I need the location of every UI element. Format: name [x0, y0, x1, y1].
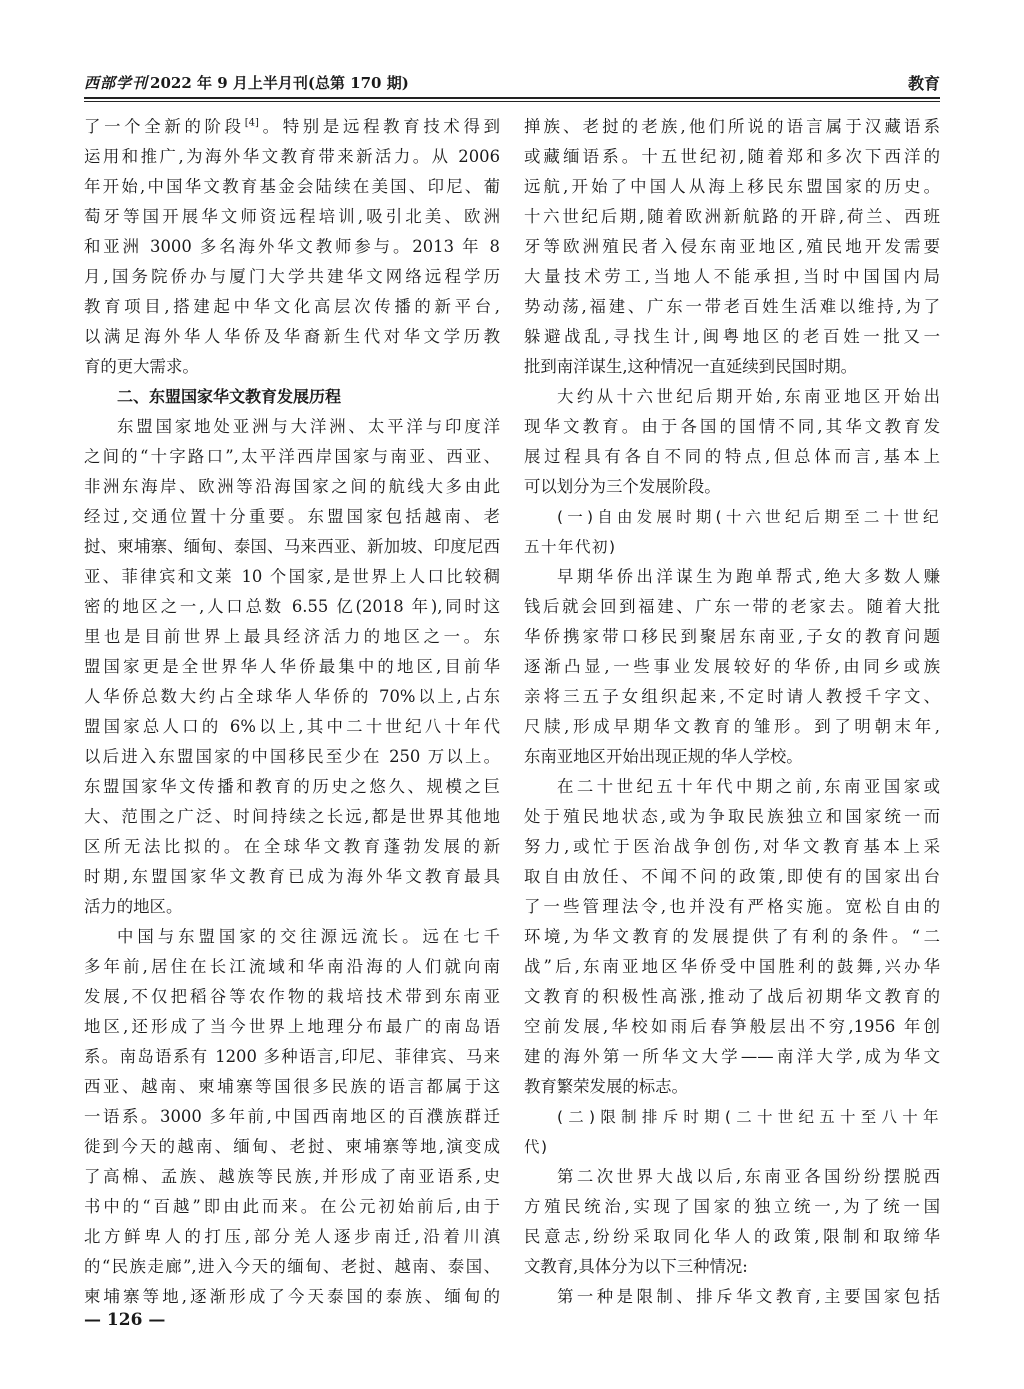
paragraph-line: 教育项目,搭建起中华文化高层次传播的新平台,	[84, 297, 500, 316]
paragraph-line: 牙等欧洲殖民者入侵东南亚地区,殖民地开发需要	[524, 237, 940, 256]
paragraph-line: 运用和推广,为海外华文教育带来新活力。从 2006	[84, 147, 500, 166]
paragraph-line: 以满足海外华人华侨及华裔新生代对华文学历教	[84, 327, 500, 346]
left-column	[84, 112, 500, 1312]
paragraph-line: 地区,还形成了当今世界上地理分布最广的南岛语	[84, 1017, 500, 1036]
paragraph-line: 方殖民统治,实现了国家的独立统一,为了统一国	[524, 1197, 940, 1216]
paragraph-line: 区所无法比拟的。在全球华文教育蓬勃发展的新	[84, 837, 500, 856]
paragraph-line: 了一个全新的阶段[4]。特别是远程教育技术得到	[84, 117, 501, 136]
citation-ref: [4]	[244, 117, 259, 129]
paragraph-line: 徙到今天的越南、缅甸、老挝、柬埔寨等地,演变成	[84, 1137, 500, 1156]
paragraph-line: 早期华侨出洋谋生为跑单帮式,绝大多数人赚	[557, 567, 940, 586]
journal-logo: 西部学刊	[84, 74, 149, 92]
paragraph-line: 第一种是限制、排斥华文教育,主要国家包括	[557, 1287, 940, 1306]
paragraph-line: 华侨携家带口移民到聚居东南亚,子女的教育问题	[524, 627, 940, 646]
paragraph-line: 建的海外第一所华文大学——南洋大学,成为华文	[524, 1047, 940, 1066]
subsection-heading: (一)自由发展时期(十六世纪后期至二十世纪	[557, 508, 940, 526]
paragraph-line: 亚、菲律宾和文莱 10 个国家,是世界上人口比较稠	[84, 567, 500, 586]
paragraph-line: 东盟国家地处亚洲与大洋洲、太平洋与印度洋	[117, 417, 500, 436]
paragraph-line: 年开始,中国华文教育基金会陆续在美国、印尼、葡	[84, 177, 500, 196]
paragraph-line: 掸族、老挝的老族,他们所说的语言属于汉藏语系	[524, 117, 940, 136]
paragraph-line: 势动荡,福建、广东一带老百姓生活难以维持,为了	[524, 297, 940, 316]
paragraph-line: 的“民族走廊”,进入今天的缅甸、老挝、越南、泰国、	[84, 1257, 500, 1276]
paragraph-line: 大、范围之广泛、时间持续之长远,都是世界其他地	[84, 807, 500, 826]
issue-label: 2022 年 9 月上半月刊(总第 170 期)	[150, 74, 409, 92]
paragraph-line: 远航,开始了中国人从海上移民东盟国家的历史。	[524, 177, 940, 196]
page-number: — 126 —	[84, 1310, 166, 1330]
paragraph-line: 时期,东盟国家华文教育已成为海外华文教育最具	[84, 867, 500, 886]
paragraph-line: 一语系。3000 多年前,中国西南地区的百濮族群迁	[84, 1107, 500, 1126]
paragraph-line: 月,国务院侨办与厦门大学共建华文网络远程学历	[84, 267, 500, 286]
paragraph-line: 文教育,具体分为以下三种情况:	[524, 1257, 748, 1276]
subsection-heading: 代)	[524, 1138, 549, 1156]
paragraph-line: 大约从十六世纪后期开始,东南亚地区开始出	[557, 387, 940, 406]
paragraph-line: 东南亚地区开始出现正规的华人学校。	[524, 747, 803, 766]
paragraph-line: 育的更大需求。	[84, 357, 199, 376]
paragraph-line: 密的地区之一,人口总数 6.55 亿(2018 年),同时这	[84, 597, 500, 616]
paragraph-line: 多年前,居住在长江流域和华南沿海的人们就向南	[84, 957, 500, 976]
paragraph-line: 了高棉、孟族、越族等民族,并形成了南亚语系,史	[84, 1167, 500, 1186]
paragraph-line: 躲避战乱,寻找生计,闽粤地区的老百姓一批又一	[524, 327, 940, 346]
paragraph-line: 可以划分为三个发展阶段。	[524, 477, 721, 496]
paragraph-line: 钱后就会回到福建、广东一带的老家去。随着大批	[524, 597, 940, 616]
paragraph-line: 战”后,东南亚地区华侨受中国胜利的鼓舞,兴办华	[524, 957, 940, 976]
section-heading: 二、东盟国家华文教育发展历程	[117, 387, 342, 406]
paragraph-line: 柬埔寨等地,逐渐形成了今天泰国的泰族、缅甸的	[84, 1287, 500, 1306]
subsection-heading: 五十年代初)	[524, 538, 617, 556]
paragraph-line: 非洲东海岸、欧洲等沿海国家之间的航线大多由此	[84, 477, 500, 496]
paragraph-line: 挝、柬埔寨、缅甸、泰国、马来西亚、新加坡、印度尼西	[84, 537, 500, 556]
paragraph-line: 努力,或忙于医治战争创伤,对华文教育基本上采	[524, 837, 940, 856]
paragraph-line: 中国与东盟国家的交往源远流长。远在七千	[117, 927, 500, 946]
header-divider	[84, 97, 940, 102]
paragraph-line: 人华侨总数大约占全球华人华侨的 70%以上,占东	[84, 687, 500, 706]
paragraph-line: 活力的地区。	[84, 897, 183, 916]
paragraph-line: 处于殖民地状态,或为争取民族独立和国家统一而	[524, 807, 940, 826]
paragraph-line: 西亚、越南、柬埔寨等国很多民族的语言都属于这	[84, 1077, 500, 1096]
paragraph-line: 批到南洋谋生,这种情况一直延续到民国时期。	[524, 357, 858, 376]
section-label: 教育	[907, 74, 940, 93]
paragraph-line: 尺牍,形成早期华文教育的雏形。到了明朝末年,	[524, 717, 940, 736]
paragraph-line: 第二次世界大战以后,东南亚各国纷纷摆脱西	[557, 1167, 940, 1186]
paragraph-line: 文教育的积极性高涨,推动了战后初期华文教育的	[524, 987, 940, 1006]
paragraph-line: 发展,不仅把稻谷等农作物的栽培技术带到东南亚	[84, 987, 500, 1006]
paragraph-line: 教育繁荣发展的标志。	[524, 1077, 688, 1096]
paragraph-line: 在二十世纪五十年代中期之前,东南亚国家或	[557, 777, 940, 796]
paragraph-line: 经过,交通位置十分重要。东盟国家包括越南、老	[84, 507, 500, 526]
paragraph-line: 或藏缅语系。十五世纪初,随着郑和多次下西洋的	[524, 147, 940, 166]
paragraph-line: 现华文教育。由于各国的国情不同,其华文教育发	[524, 417, 940, 436]
paragraph-line: 逐渐凸显,一些事业发展较好的华侨,由同乡或族	[524, 657, 940, 676]
paragraph-line: 书中的“百越”即由此而来。在公元初始前后,由于	[84, 1197, 500, 1216]
paragraph-line: 大量技术劳工,当地人不能承担,当时中国国内局	[524, 267, 940, 286]
paragraph-line: 盟国家更是全世界华人华侨最集中的地区,目前华	[84, 657, 500, 676]
paragraph-line: 系。南岛语系有 1200 多种语言,印尼、菲律宾、马来	[84, 1047, 500, 1066]
right-column	[524, 112, 940, 1312]
paragraph-line: 空前发展,华校如雨后春笋般层出不穷,1956 年创	[524, 1017, 940, 1036]
running-header	[84, 66, 940, 98]
paragraph-line: 展过程具有各自不同的特点,但总体而言,基本上	[524, 447, 940, 466]
paragraph-line: 之间的“十字路口”,太平洋西岸国家与南亚、西亚、	[84, 447, 500, 466]
paragraph-line: 和亚洲 3000 多名海外华文教师参与。2013 年 8	[84, 237, 500, 256]
paragraph-line: 了一些管理法令,也并没有严格实施。宽松自由的	[524, 897, 940, 916]
paragraph-line: 环境,为华文教育的发展提供了有利的条件。“二	[524, 927, 940, 946]
paragraph-line: 里也是目前世界上最具经济活力的地区之一。东	[84, 627, 500, 646]
paragraph-line: 北方鲜卑人的打压,部分羌人逐步南迁,沿着川滇	[84, 1227, 500, 1246]
paragraph-line: 东盟国家华文传播和教育的历史之悠久、规模之巨	[84, 777, 500, 796]
paragraph-line: 以后进入东盟国家的中国移民至少在 250 万以上。	[84, 747, 500, 766]
subsection-heading: (二)限制排斥时期(二十世纪五十至八十年	[557, 1108, 940, 1126]
paragraph-line: 萄牙等国开展华文师资远程培训,吸引北美、欧洲	[84, 207, 500, 226]
paragraph-line: 亲将三五子女组织起来,不定时请人教授千字文、	[524, 687, 940, 706]
paragraph-line: 民意志,纷纷采取同化华人的政策,限制和取缔华	[524, 1227, 940, 1246]
paragraph-line: 十六世纪后期,随着欧洲新航路的开辟,荷兰、西班	[524, 207, 940, 226]
paragraph-line: 盟国家总人口的 6%以上,其中二十世纪八十年代	[84, 717, 500, 736]
paragraph-line: 取自由放任、不闻不问的政策,即使有的国家出台	[524, 867, 940, 886]
journal-issue-info	[84, 72, 409, 93]
